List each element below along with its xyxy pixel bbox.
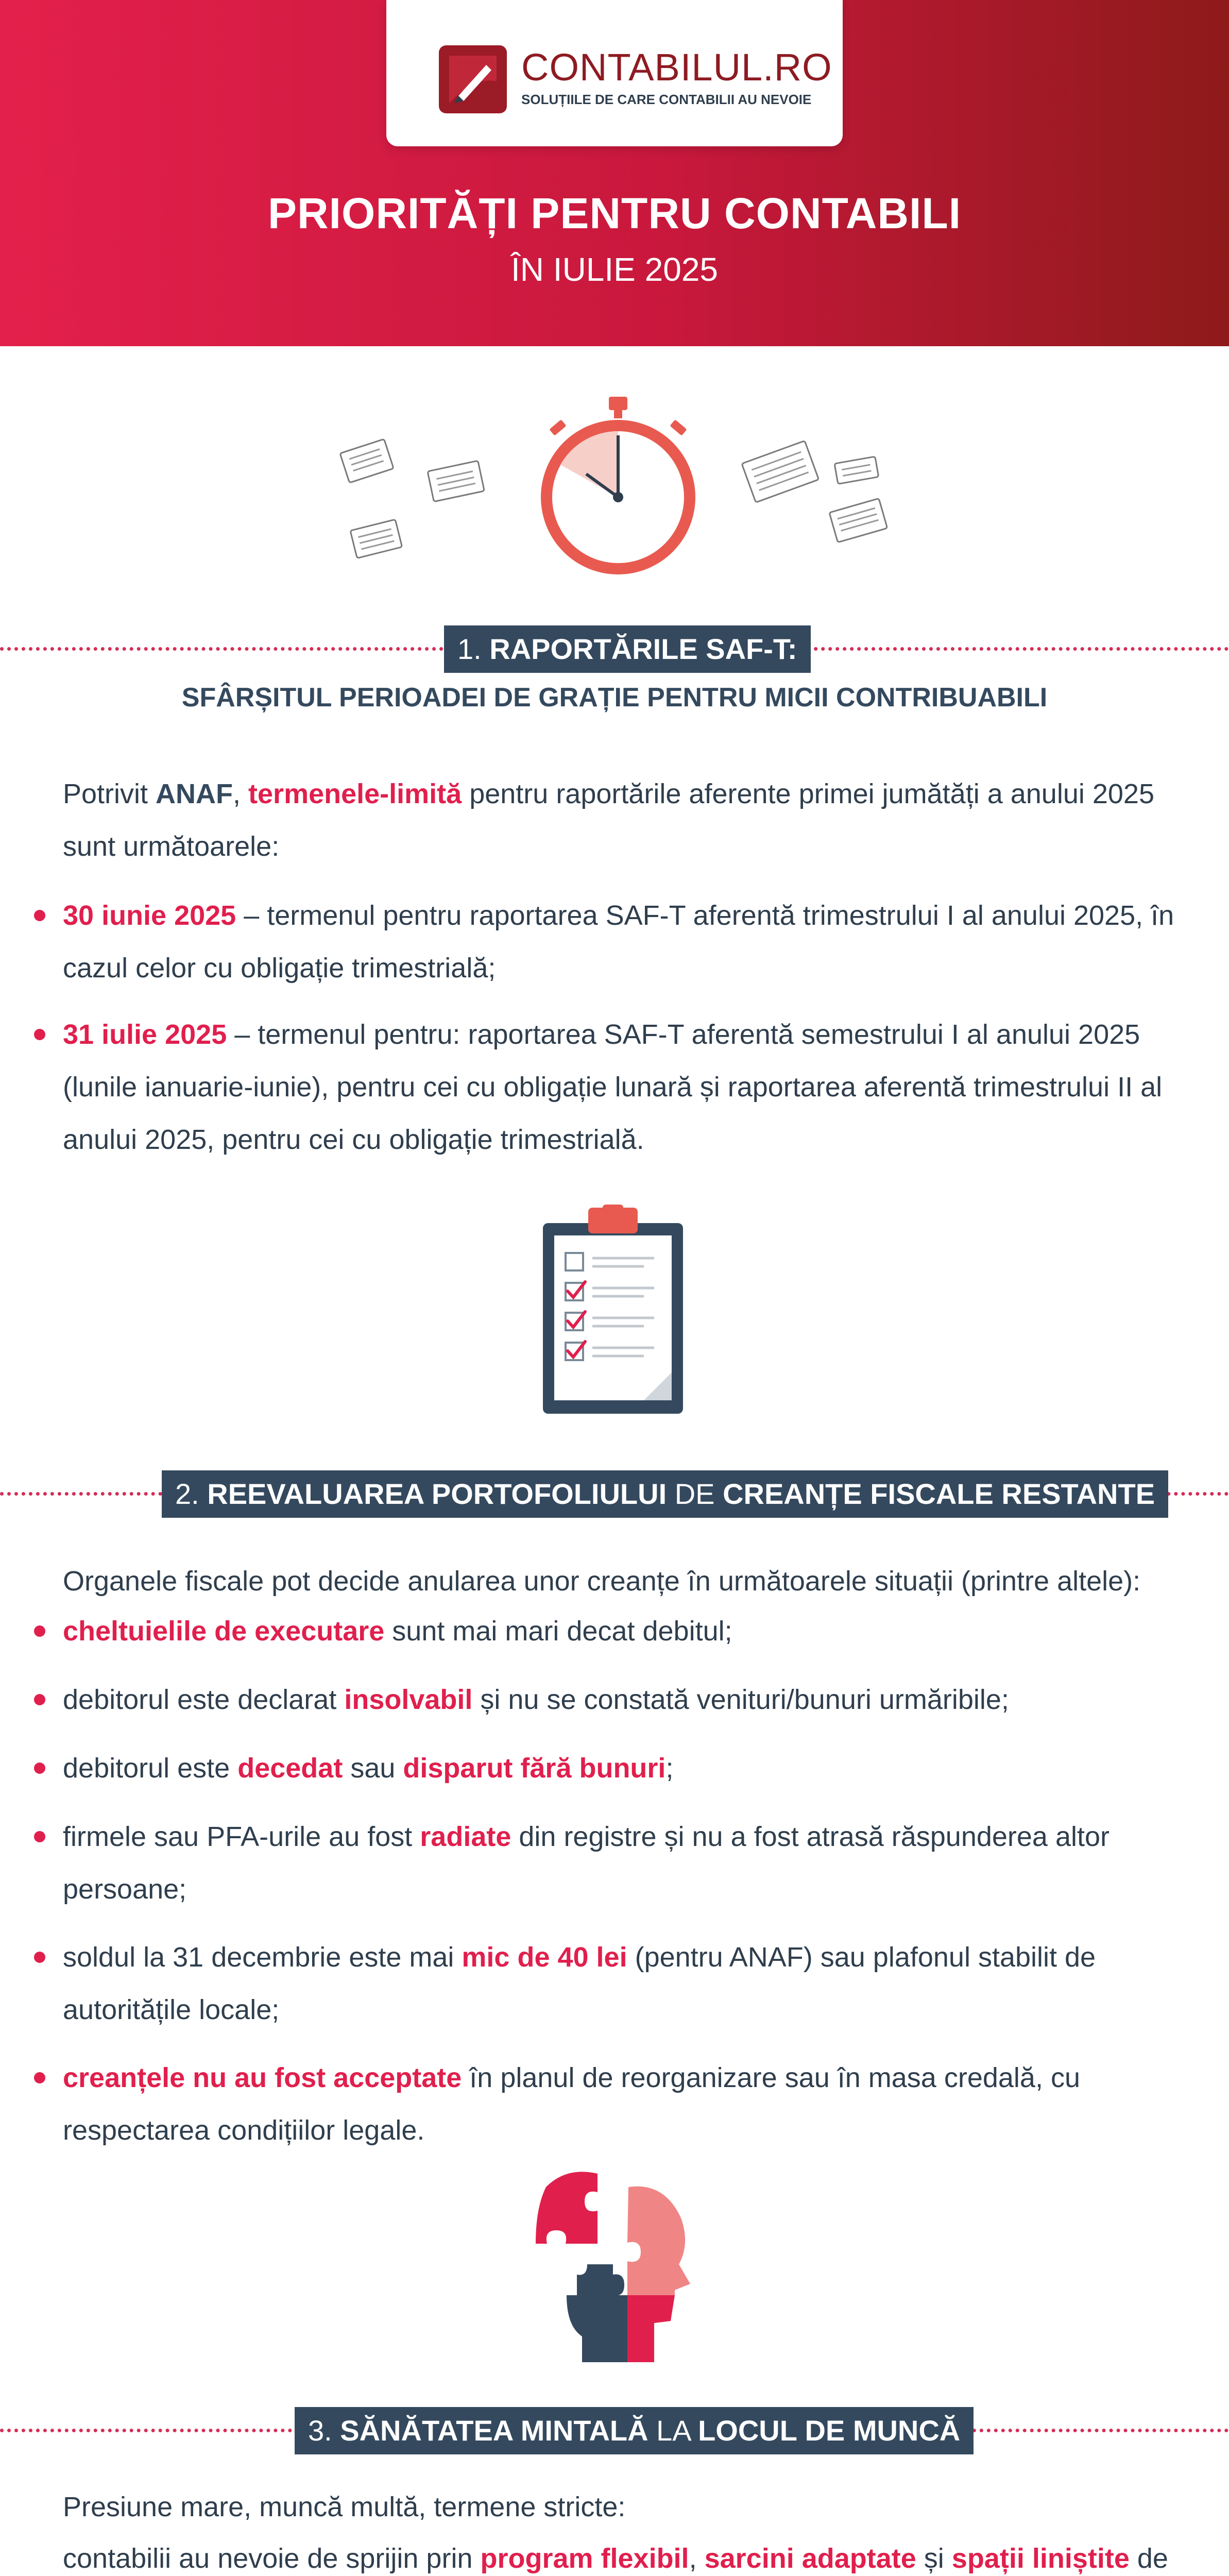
list-item — [63, 889, 1186, 994]
highlight-text: decedat — [237, 1753, 343, 1784]
item-text: sunt mai mari decat debitul; — [384, 1616, 732, 1647]
section1-subtitle: SFÂRȘITUL PERIOADEI DE GRAȚIE PENTRU MICII CONTRIBUABILI — [181, 683, 1048, 713]
section3-line1: Presiune mare, muncă multă, termene stricte: — [63, 2492, 626, 2522]
brand-name: CONTABILUL.RO — [521, 46, 832, 89]
logo-icon — [439, 45, 507, 113]
bullet-icon — [34, 1029, 45, 1040]
item-text: debitorul este — [63, 1753, 238, 1784]
section3-title — [295, 2407, 974, 2454]
item-text: sau — [343, 1753, 403, 1784]
section3-line2 — [63, 2532, 1186, 2576]
section3-title-part: LA — [648, 2414, 698, 2447]
header-banner — [0, 0, 1229, 346]
deadlines-highlight: termenele-limită — [248, 778, 462, 809]
bullet-icon — [34, 1625, 45, 1637]
page-title: PRIORITĂȚI PENTRU CONTABILI — [267, 189, 962, 238]
section2-number: 2. — [175, 1478, 199, 1510]
highlight-text: program flexibil — [480, 2543, 689, 2574]
list-item — [63, 1673, 1186, 1726]
item-text: de — [1137, 2543, 1168, 2574]
highlight-text: sarcini adaptate — [704, 2543, 916, 2574]
logo-card[interactable] — [386, 0, 843, 146]
intro-text: pentru raportările aferente primei jumătăți a anului 2025 sunt următoarele: — [63, 778, 1154, 862]
bullet-icon — [34, 1831, 45, 1842]
highlight-text: spații liniștite — [951, 2543, 1130, 2574]
item-text: din registre și nu a fost atrasă răspunderea altor persoane; — [63, 1821, 1110, 1905]
bullet-icon — [34, 1952, 45, 1963]
list-item — [63, 1008, 1186, 1166]
item-text: debitorul este declarat — [63, 1684, 345, 1715]
item-text: firmele sau PFA-urile au fost — [63, 1821, 420, 1852]
item-text: soldul la 31 decembrie este mai — [63, 1942, 462, 1973]
bullet-icon — [34, 1694, 45, 1705]
item-text: și — [916, 2543, 952, 2574]
stopwatch-icon — [319, 392, 912, 577]
section3-title-part: SĂNĂTATEA MINTALĂ — [340, 2414, 648, 2447]
list-item — [63, 1931, 1186, 2036]
highlight-text: mic de 40 lei — [462, 1942, 627, 1973]
bullet-icon — [34, 1762, 45, 1774]
highlight-text: cheltuielile de executare — [63, 1616, 385, 1647]
anaf-label: ANAF — [156, 778, 233, 809]
highlight-text: creanțele nu au fost acceptate — [63, 2062, 462, 2093]
section2-title — [162, 1470, 1168, 1518]
list-item — [63, 2052, 1186, 2157]
highlight-text: disparut fără bunuri — [403, 1753, 666, 1784]
puzzle-head-icon — [536, 2166, 701, 2362]
section3-title-part: LOCUL DE MUNCĂ — [698, 2414, 961, 2447]
bullet-icon — [34, 2072, 45, 2083]
item-text: ; — [665, 1753, 674, 1784]
section2-title-part: DE — [667, 1478, 723, 1510]
highlight-text: insolvabil — [344, 1684, 473, 1715]
section1-title-text: RAPORTĂRILE SAF-T: — [489, 633, 797, 665]
section2-title-part: REEVALUAREA PORTOFOLIULUI — [207, 1478, 667, 1510]
brand-tagline: SOLUȚIILE DE CARE CONTABILII AU NEVOIE — [521, 92, 812, 107]
intro-text: , — [233, 778, 249, 809]
section1-title — [444, 625, 811, 673]
highlight-text: radiate — [420, 1821, 511, 1852]
bullet-icon — [34, 910, 45, 921]
item-text: contabilii au nevoie de sprijin prin — [63, 2543, 481, 2574]
section2-title-part: CREANȚE FISCALE RESTANTE — [723, 1478, 1155, 1510]
list-item — [63, 1605, 1186, 1657]
page-subtitle: ÎN IULIE 2025 — [511, 251, 718, 288]
section1-number: 1. — [457, 633, 482, 665]
section2-intro: Organele fiscale pot decide anularea unor creanțe în următoarele situații (printre altele): — [63, 1566, 1141, 1597]
deadline-text: – termenul pentru: raportarea SAF-T aferentă semestrului I al anului 2025 (lunile ianuarie-iunie), pentru cei cu obligație lunară și raportarea aferentă trimestrului II al anului 2025, pentru cei cu obligație trimestrială. — [63, 1019, 1163, 1155]
deadline-date: 30 iunie 2025 — [63, 900, 236, 931]
list-item — [63, 1742, 1186, 1794]
clipboard-checklist-icon — [541, 1205, 685, 1416]
section1-intro — [63, 768, 1186, 873]
item-text: , — [689, 2543, 705, 2574]
deadline-text: – termenul pentru raportarea SAF-T aferentă trimestrului I al anului 2025, în cazul celor cu obligație trimestrială; — [63, 900, 1174, 984]
deadline-date: 31 iulie 2025 — [63, 1019, 227, 1050]
intro-text: Potrivit — [63, 778, 156, 809]
item-text: (pentru ANAF) sau plafonul stabilit de autoritățile locale; — [63, 1942, 1096, 2025]
section3-number: 3. — [308, 2414, 332, 2447]
list-item — [63, 1810, 1186, 1916]
item-text: și nu se constată venituri/bunuri urmăribile; — [472, 1684, 1009, 1715]
item-text: în planul de reorganizare sau în masa credală, cu respectarea condițiilor legale. — [63, 2062, 1080, 2146]
